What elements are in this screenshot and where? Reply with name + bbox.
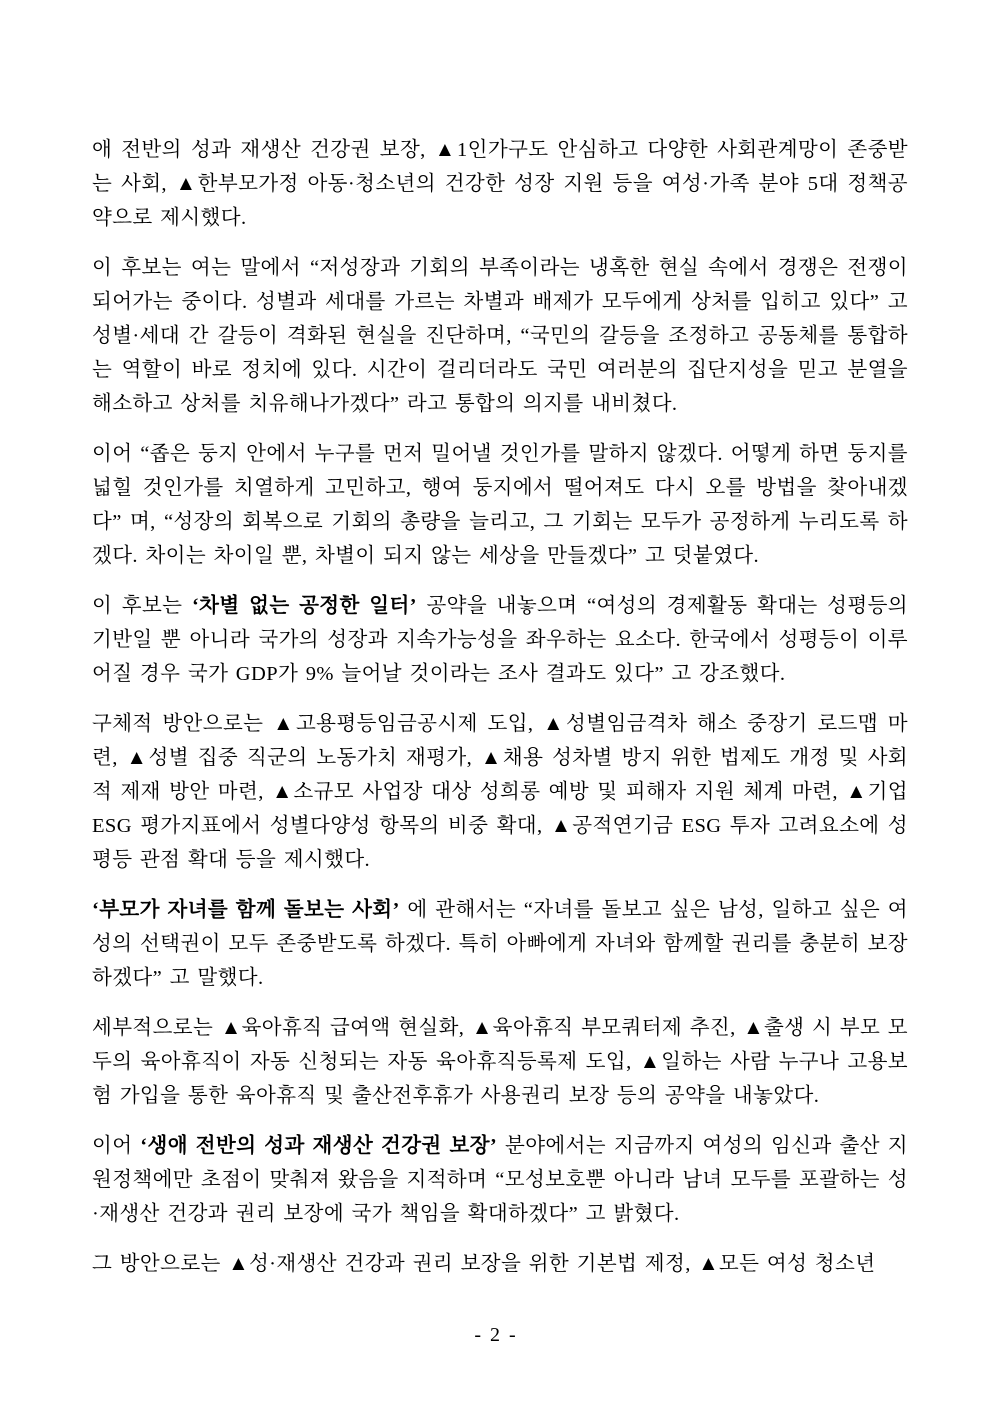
text-segment: 세부적으로는 ▲육아휴직 급여액 현실화, ▲육아휴직 부모쿼터제 추진, ▲출생 시 부모 모두의 육아휴직이 자동 신청되는 자동 육아휴직등록제 도입, ▲일하는 사람 누구나 고용보험 가입을 통한 육아휴직 및 출산전후휴가 사용권리 보장 등의 공약을 내놓았다. bbox=[92, 1017, 908, 1107]
text-segment: 구체적 방안으로는 ▲고용평등임금공시제 도입, ▲성별임금격차 해소 중장기 로드맵 마련, ▲성별 집중 직군의 노동가치 재평가, ▲채용 성차별 방지 위한 법제도 개정 및 사회적 제재 방안 마련, ▲소규모 사업장 대상 성희롱 예방 및 피해자 지원 체계 마련, ▲기업 ESG 평가지표에서 성별다양성 항목의 비중 확대, ▲공적연기금 ESG 투자 고려요소에 성평등 관점 확대 등을 제시했다. bbox=[92, 713, 908, 871]
paragraph bbox=[92, 1129, 908, 1231]
bold-segment: ‘차별 없는 공정한 일터’ bbox=[191, 595, 417, 617]
paragraph bbox=[92, 707, 908, 877]
paragraph bbox=[92, 1011, 908, 1113]
text-segment: 애 전반의 성과 재생산 건강권 보장, ▲1인가구도 안심하고 다양한 사회관계망이 존중받는 사회, ▲한부모가정 아동·청소년의 건강한 성장 지원 등을 여성·가족 분야 5대 정책공약으로 제시했다. bbox=[92, 139, 908, 229]
paragraph bbox=[92, 251, 908, 421]
bold-segment: ‘부모가 자녀를 함께 돌보는 사회’ bbox=[92, 899, 400, 921]
text-segment: 이 후보는 bbox=[92, 595, 192, 617]
text-segment: 분야에서는 지금까지 여성의 임신과 출산 지원정책에만 초점이 맞춰져 왔음을 지적하며 “모성보호뿐 아니라 남녀 모두를 포괄하는 성·재생산 건강과 권리 보장에 국가 책임을 확대하겠다” 고 밝혔다. bbox=[92, 1135, 908, 1225]
paragraph bbox=[92, 589, 908, 691]
text-segment: 에 관해서는 “자녀를 돌보고 싶은 남성, 일하고 싶은 여성의 선택권이 모두 존중받도록 하겠다. 특히 아빠에게 자녀와 함께할 권리를 충분히 보장하겠다” 고 말했다. bbox=[92, 899, 908, 989]
paragraph bbox=[92, 437, 908, 573]
bold-segment: ‘생애 전반의 성과 재생산 건강권 보장’ bbox=[140, 1135, 498, 1157]
paragraph bbox=[92, 1247, 908, 1281]
text-segment: 이어 bbox=[92, 1135, 141, 1157]
text-segment: 그 방안으로는 ▲성·재생산 건강과 권리 보장을 위한 기본법 제정, ▲모든 여성 청소년 bbox=[92, 1253, 876, 1275]
text-segment: 이 후보는 여는 말에서 “저성장과 기회의 부족이라는 냉혹한 현실 속에서 경쟁은 전쟁이 되어가는 중이다. 성별과 세대를 가르는 차별과 배제가 모두에게 상처를 입히고 있다” 고 성별·세대 간 갈등이 격화된 현실을 진단하며, “국민의 갈등을 조정하고 공동체를 통합하는 역할이 바로 정치에 있다. 시간이 걸리더라도 국민 여러분의 집단지성을 믿고 분열을 해소하고 상처를 치유해나가겠다” 라고 통합의 의지를 내비쳤다. bbox=[92, 257, 908, 415]
paragraph bbox=[92, 893, 908, 995]
text-segment: 공약을 내놓으며 “여성의 경제활동 확대는 성평등의 기반일 뿐 아니라 국가의 성장과 지속가능성을 좌우하는 요소다. 한국에서 성평등이 이루어질 경우 국가 GDP가 9% 늘어날 것이라는 조사 결과도 있다” 고 강조했다. bbox=[92, 595, 908, 685]
document-body bbox=[92, 133, 908, 1297]
text-segment: 이어 “좁은 둥지 안에서 누구를 먼저 밀어낼 것인가를 말하지 않겠다. 어떻게 하면 둥지를 넓힐 것인가를 치열하게 고민하고, 행여 둥지에서 떨어져도 다시 오를 방법을 찾아내겠다” 며, “성장의 회복으로 기회의 총량을 늘리고, 그 기회는 모두가 공정하게 누리도록 하겠다. 차이는 차이일 뿐, 차별이 되지 않는 세상을 만들겠다” 고 덧붙였다. bbox=[92, 443, 908, 567]
paragraph bbox=[92, 133, 908, 235]
page-number: - 2 - bbox=[474, 1324, 518, 1346]
